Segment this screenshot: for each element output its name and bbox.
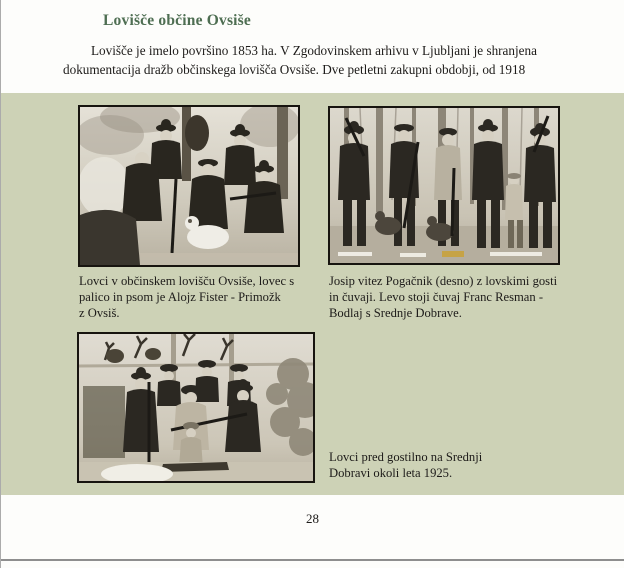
photo-3-image bbox=[79, 334, 313, 481]
photo-hunters-woods-dog bbox=[78, 105, 300, 267]
caption-line: z Ovsiš. bbox=[79, 306, 120, 320]
caption-line: Lovci pred gostilno na Srednji bbox=[329, 450, 483, 464]
photo-hunters-forest-child bbox=[328, 106, 560, 265]
caption-photo-2 bbox=[329, 273, 557, 321]
caption-line: Josip vitez Pogačnik (desno) z lovskimi gosti bbox=[329, 274, 558, 288]
window-bottom-edge bbox=[1, 559, 624, 561]
photo-2-image bbox=[330, 108, 558, 263]
intro-paragraph bbox=[63, 41, 563, 79]
caption-photo-3 bbox=[329, 449, 482, 481]
page-title: Lovišče občine Ovsiše bbox=[103, 12, 251, 29]
caption-line: Dobravi okoli leta 1925. bbox=[329, 466, 453, 480]
caption-line: Lovci v občinskem lovišču Ovsiše, lovec s bbox=[79, 274, 295, 288]
caption-line: palico in psom je Alojz Fister - Primožk bbox=[79, 290, 281, 304]
caption-line: Bodlaj s Srednje Dobrave. bbox=[329, 306, 462, 320]
page-number: 28 bbox=[306, 511, 319, 526]
caption-line: in čuvaji. Levo stoji čuvaj Franc Resman - bbox=[329, 290, 544, 304]
paragraph-line: dokumentacija dražb občinskega lovišča Ovsiše. Dve petletni zakupni obdobji, od 1918 bbox=[63, 62, 526, 77]
caption-photo-1 bbox=[79, 273, 294, 321]
photo-hunters-inn bbox=[77, 332, 315, 483]
photo-1-image bbox=[80, 107, 298, 265]
paragraph-line: Lovišče je imelo površino 1853 ha. V Zgodovinskem arhivu v Ljubljani je shranjena bbox=[91, 43, 537, 58]
